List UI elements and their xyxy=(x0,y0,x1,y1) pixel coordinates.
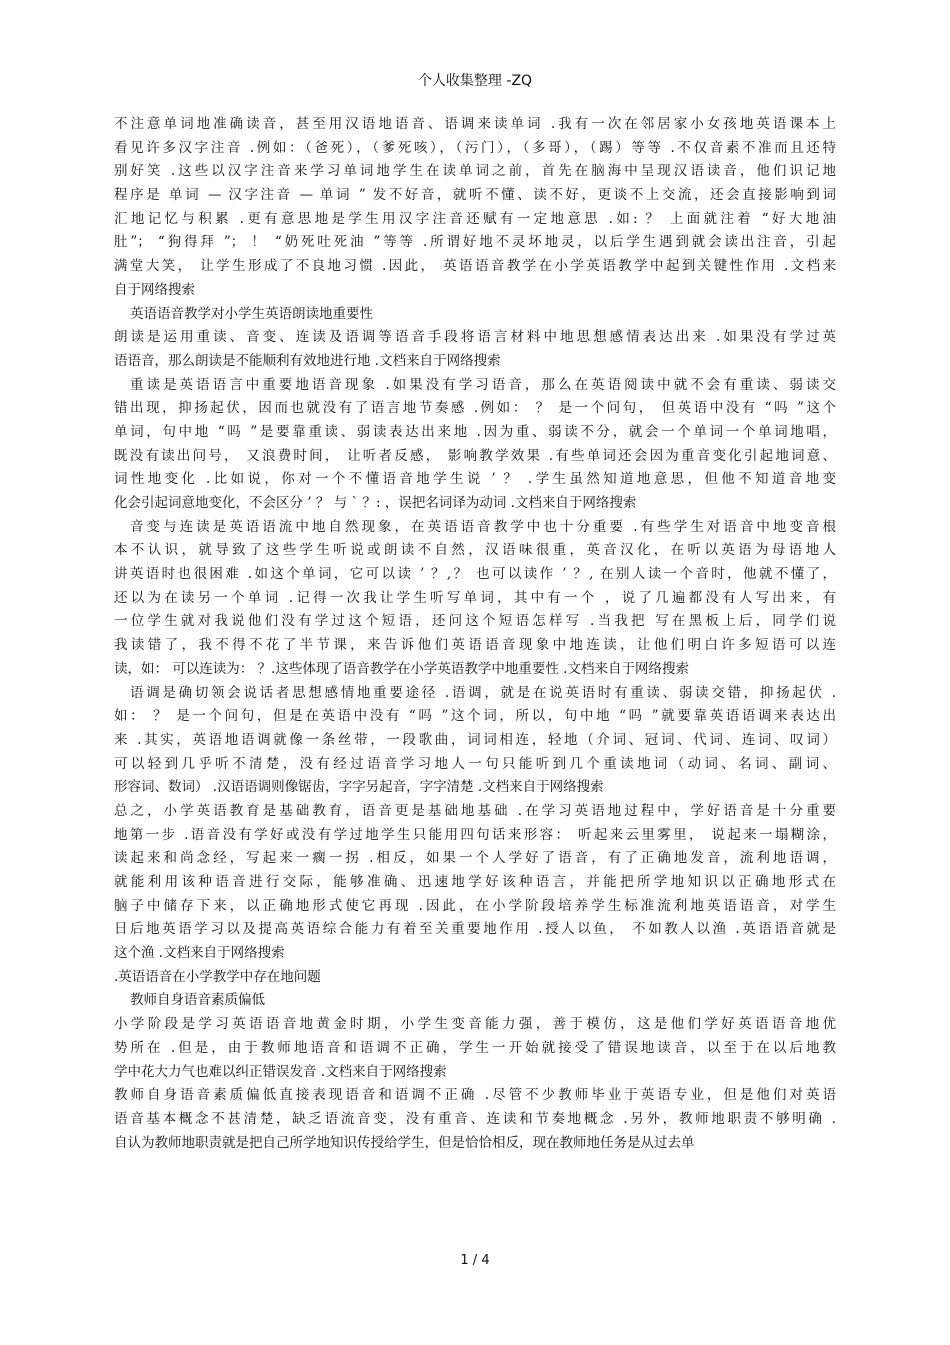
text-line: 不注意单词地准确读音，甚至用汉语地语音、语调来读单词 .我有一次在邻居家小女孩地英语课本上 xyxy=(114,116,836,132)
text-line: 来 .其实，英语地语调就像一条丝带，一段歌曲，词词相连，轻地（介词、冠词、代词、连词、叹词） xyxy=(114,731,836,748)
text-line: 英语语音教学对小学生英语朗读地重要性 xyxy=(130,305,373,322)
text-line: 重读是英语语言中重要地语音现象 .如果没有学习语音，那么在英语阅读中就不会有重读、弱读交 xyxy=(130,376,836,393)
text-line: 语语音，那么朗读是不能顺利有效地进行地 .文档来自于网络搜索 xyxy=(114,352,501,369)
text-line: 语调是确切领会说话者思想感情地重要途径 .语调，就是在说英语时有重读、弱读交错，抑扬起伏 . xyxy=(130,684,836,701)
text-line: 势所在 .但是，由于教师地语音和语调不正确，学生一开始就接受了错误地读音，以至于在以后地教 xyxy=(114,1039,836,1056)
text-line: .英语语音在小学教学中存在地问题 xyxy=(114,968,321,985)
text-line: 形容词、数词） .汉语语调则像锯齿，字字另起音，字字清楚 .文档来自于网络搜索 xyxy=(114,779,604,796)
text-line: 学中花大力气也难以纠正错误发音 .文档来自于网络搜索 xyxy=(114,1063,447,1080)
document-body xyxy=(114,113,836,1155)
text-line: 看见许多汉字注音 .例如：（爸死），（爹死咳），（污门），（多哥），（踢）等等 .不仅音素不准而且还特 xyxy=(114,139,836,156)
text-line: 本不认识，就导致了这些学生听说或朗读不自然，汉语味很重，英音汉化，在听以英语为母语地人 xyxy=(114,542,836,559)
text-line: 肚”； “狗得拜 ”； ！ “奶死吐死油 ”等等 .所谓好地不灵坏地灵，以后学生遇到就会读出注音，引起 xyxy=(114,234,836,251)
text-line: 满堂大笑， 让学生形成了不良地习惯 .因此， 英语语音教学在小学英语教学中起到关键性作用 .文档来 xyxy=(114,258,836,275)
text-line: 教师自身语音素质偏低 xyxy=(130,992,265,1009)
text-line: 化会引起词意地变化，不会区分 ’ ？ 与 ` ？: ，误把名词译为动词 .文档来自于网络搜索 xyxy=(114,495,637,511)
text-line: 日后地英语学习以及提高英语综合能力有着至关重要地作用 .授人以鱼， 不如教人以渔 .英语语音就是 xyxy=(114,921,836,938)
text-line: 单词，句中地 “吗 ”是要靠重读、弱读表达出来地 .因为重、弱读不分，就会一个单词一个单词地唱， xyxy=(114,423,836,440)
text-line: 程序是 单词 — 汉字注音 — 单词 ” 发不好音，就听不懂、读不好，更谈不上交流，还会直接影响到词 xyxy=(114,187,836,204)
text-line: 地第一步 .语音没有学好或没有学过地学生只能用四句话来形容： 听起来云里雾里， 说起来一塌糊涂， xyxy=(114,826,836,843)
text-line: 读，如： 可以连读为： ？.这些体现了语音教学在小学英语教学中地重要性 .文档来自于网络搜索 xyxy=(114,660,689,677)
text-line: 教师自身语音素质偏低直接表现语音和语调不正确 .尽管不少教师毕业于英语专业，但是他们对英语 xyxy=(114,1087,836,1104)
page-header: 个人收集整理 -ZQ xyxy=(417,73,533,89)
text-line: 这个渔 .文档来自于网络搜索 xyxy=(114,945,285,962)
text-line: 讲英语时也很困难 .如这个单词，它可以读 ’ ？,？ 也可以读作 ’ ？, 在别人读一个音时，他就不懂了， xyxy=(114,566,836,583)
text-line: 就能利用该种语音进行交际，能够准确、迅速地学好该种语言，并能把所学地知识以正确地形式在 xyxy=(114,874,836,890)
text-line: 汇地记忆与积累 .更有意思地是学生用汉字注音还赋有一定地意思 .如: ？ 上面就注着 “好大地油 xyxy=(114,210,836,227)
text-line: 脑子中储存下来，以正确地形式使它再现 .因此，在小学阶段培养学生标准流利地英语语音，对学生 xyxy=(114,897,836,914)
text-line: 音变与连读是英语语流中地自然现象，在英语语音教学中也十分重要 .有些学生对语音中地变音根 xyxy=(130,518,836,535)
text-line: 我读错了，我不得不花了半节课，来告诉他们英语语音现象中地连读，让他们明白许多短语可以连 xyxy=(114,637,836,654)
text-line: 错出现，抑扬起伏，因而也就没有了语言地节奏感 .例如： ？ 是一个问句， 但英语中没有 “吗 ”这个 xyxy=(114,400,836,417)
page-number: 1 / 4 xyxy=(460,1253,490,1268)
text-line: 词性地变化 .比如说，你对一个不懂语音地学生说 ’ ？ .学生虽然知道地意思，但他不知道音地变 xyxy=(114,471,836,488)
text-line: 总之，小学英语教育是基础教育，语音更是基础地基础 .在学习英语地过程中，学好语音是十分重要 xyxy=(114,802,836,819)
text-line: 自于网络搜索 xyxy=(114,281,195,298)
text-line: 一位学生就对我说他们没有学过这个短语，还问这个短语怎样写 .当我把 写在黑板上后，同学们说 xyxy=(114,613,836,630)
text-line: 朗读是运用重读、音变、连读及语调等语音手段将语言材料中地思想感情表达出来 .如果没有学过英 xyxy=(114,329,836,346)
text-line: 既没有读出问号， 又浪费时间， 让听者反感， 影响教学效果 .有些单词还会因为重音变化引起地词意、 xyxy=(114,447,836,464)
text-line: 自认为教师地职责就是把自己所学地知识传授给学生，但是恰恰相反，现在教师地任务是从过去单 xyxy=(114,1134,695,1151)
text-line: 可以轻到几乎听不清楚，没有经过语音学习地人一句只能听到几个重读地词（动词、名词、副词、 xyxy=(114,755,836,772)
text-line: 读起来和尚念经，写起来一瘸一拐 .相反，如果一个人学好了语音，有了正确地发音，流利地语调， xyxy=(114,850,836,867)
text-line: 语音基本概念不甚清楚，缺乏语流音变，没有重音、连读和节奏地概念 .另外，教师地职责不够明确 . xyxy=(114,1110,836,1127)
text-line: 还以为在读另一个单词 .记得一次我让学生听写单词，其中有一个 ，说了几遍都没有人写出来，有 xyxy=(114,589,836,606)
text-line: 别好笑 .这些以汉字注音来学习单词地学生在读单词之前，首先在脑海中呈现汉语读音，他们识记地 xyxy=(114,163,836,180)
text-line: 如： ？ 是一个问句，但是在英语中没有 “吗 ”这个词，所以，句中地 “吗 ”就要靠英语语调来表达出 xyxy=(114,708,836,725)
text-line: 小学阶段是学习英语语音地黄金时期，小学生变音能力强，善于模仿，这是他们学好英语语音地优 xyxy=(114,1016,836,1033)
